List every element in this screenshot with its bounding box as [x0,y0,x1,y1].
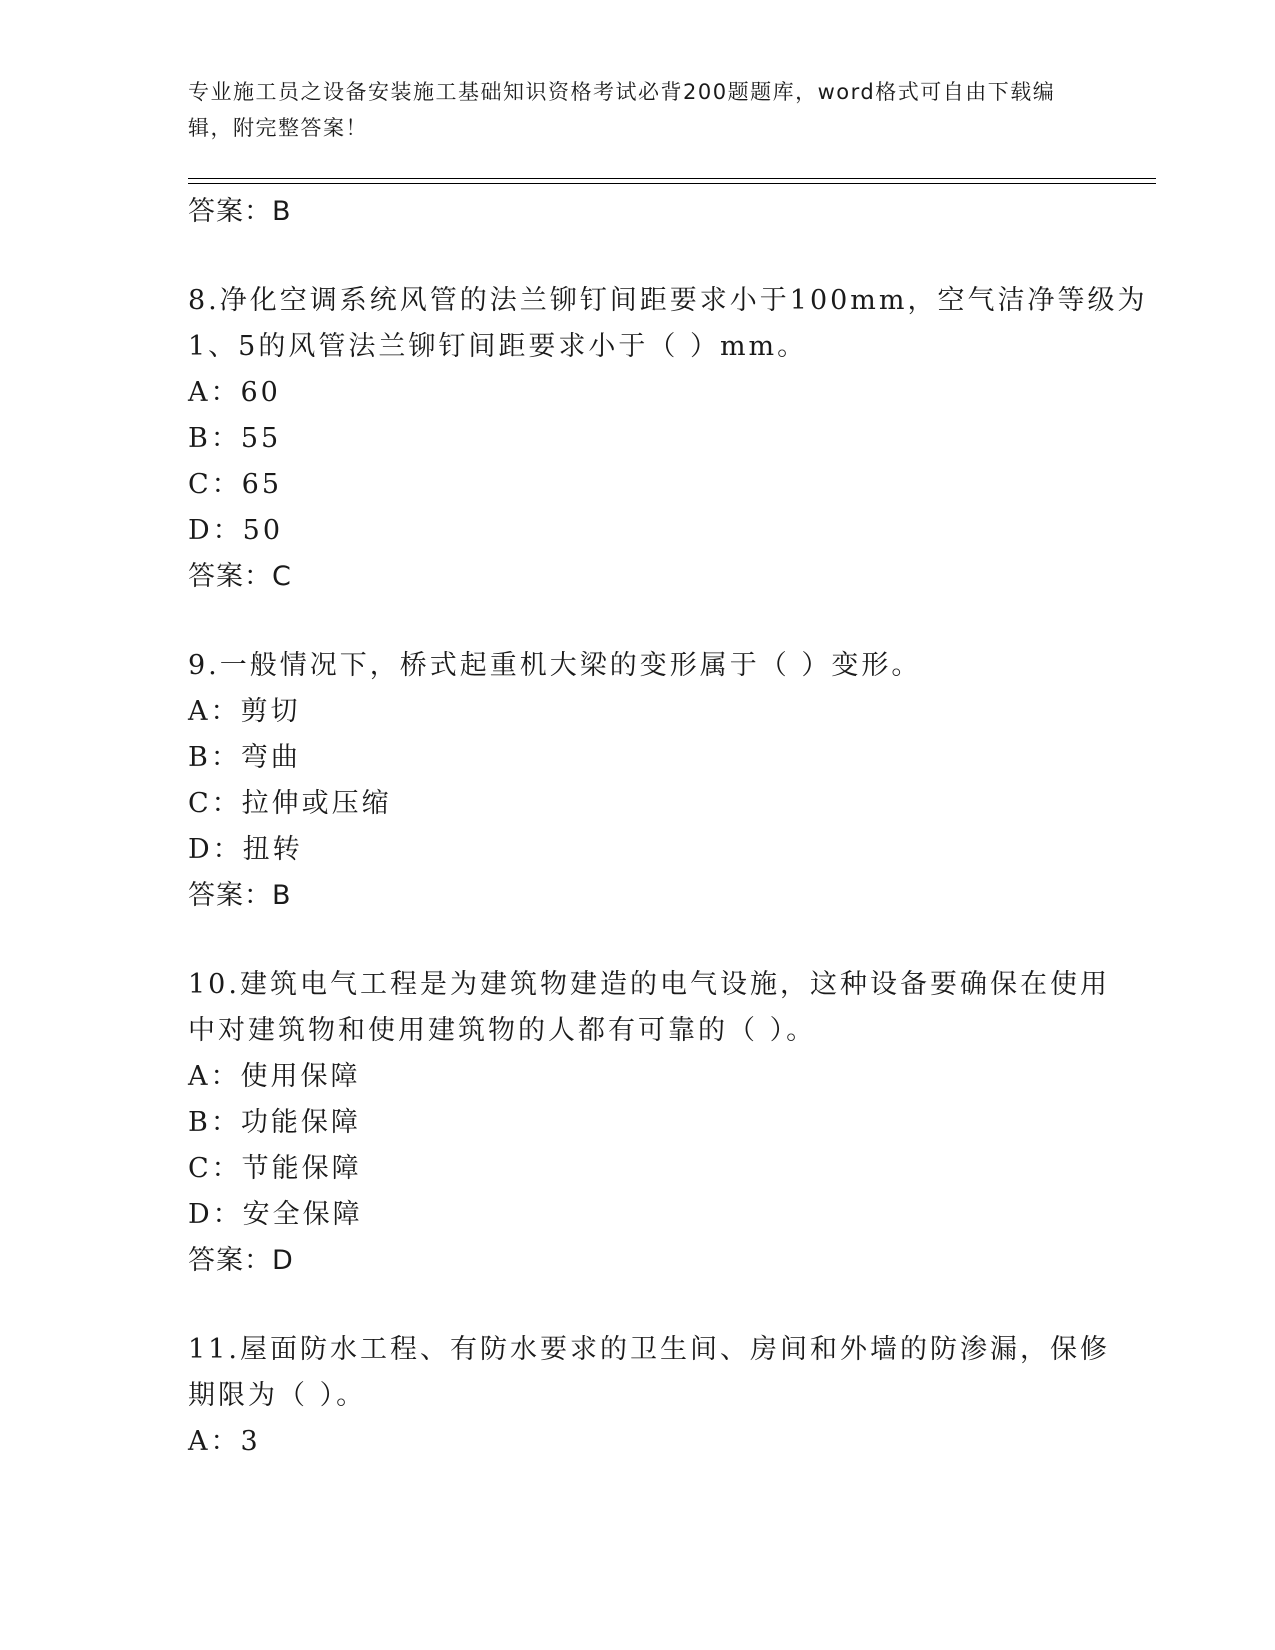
question-block [188,278,1148,600]
header-divider-bottom [188,183,1156,184]
answer-line: 答案：D [188,1245,294,1276]
question-text-line: 1、5的风管法兰铆钉间距要求小于（ ）mm。 [188,331,808,362]
question-block [188,1327,1110,1465]
question-list [188,189,1148,1465]
question-text-line: 中对建筑物和使用建筑物的人都有可靠的（ ）。 [188,1015,817,1046]
answer-line: 答案：B [188,880,292,911]
option-a: A：使用保障 [188,1061,361,1092]
spacer [188,919,1088,962]
option-d: D：扭转 [188,834,303,865]
question-text-line: 10.建筑电气工程是为建筑物建造的电气设施，这种设备要确保在使用 [188,969,1110,1000]
question-text-line: 期限为（ ）。 [188,1380,367,1411]
spacer [188,600,1088,643]
header-divider-top [188,178,1156,179]
option-a: A：3 [188,1426,261,1457]
option-c: C：65 [188,469,283,500]
option-d: D：50 [188,515,284,546]
option-b: B：功能保障 [188,1107,361,1138]
option-d: D：安全保障 [188,1199,363,1230]
spacer [188,1284,1088,1327]
question-block [188,962,1110,1284]
question-text-line: 8.净化空调系统风管的法兰铆钉间距要求小于100mm，空气洁净等级为 [188,285,1148,316]
question-block [188,643,1088,919]
option-a: A：60 [188,377,281,408]
option-b: B：弯曲 [188,742,301,773]
question-text-line: 11.屋面防水工程、有防水要求的卫生间、房间和外墙的防渗漏，保修 [188,1334,1110,1365]
option-b: B：55 [188,423,282,454]
answer-line: 答案：B [188,196,292,227]
option-c: C：拉伸或压缩 [188,788,392,819]
document-header: 专业施工员之设备安装施工基础知识资格考试必背200题题库，word格式可自由下载编辑，附完整答案！ [188,80,1056,140]
option-a: A：剪切 [188,696,301,727]
option-c: C：节能保障 [188,1153,362,1184]
answer-line: 答案：C [188,561,292,592]
spacer [188,235,1088,278]
question-text-line: 9.一般情况下，桥式起重机大梁的变形属于（ ）变形。 [188,650,922,681]
